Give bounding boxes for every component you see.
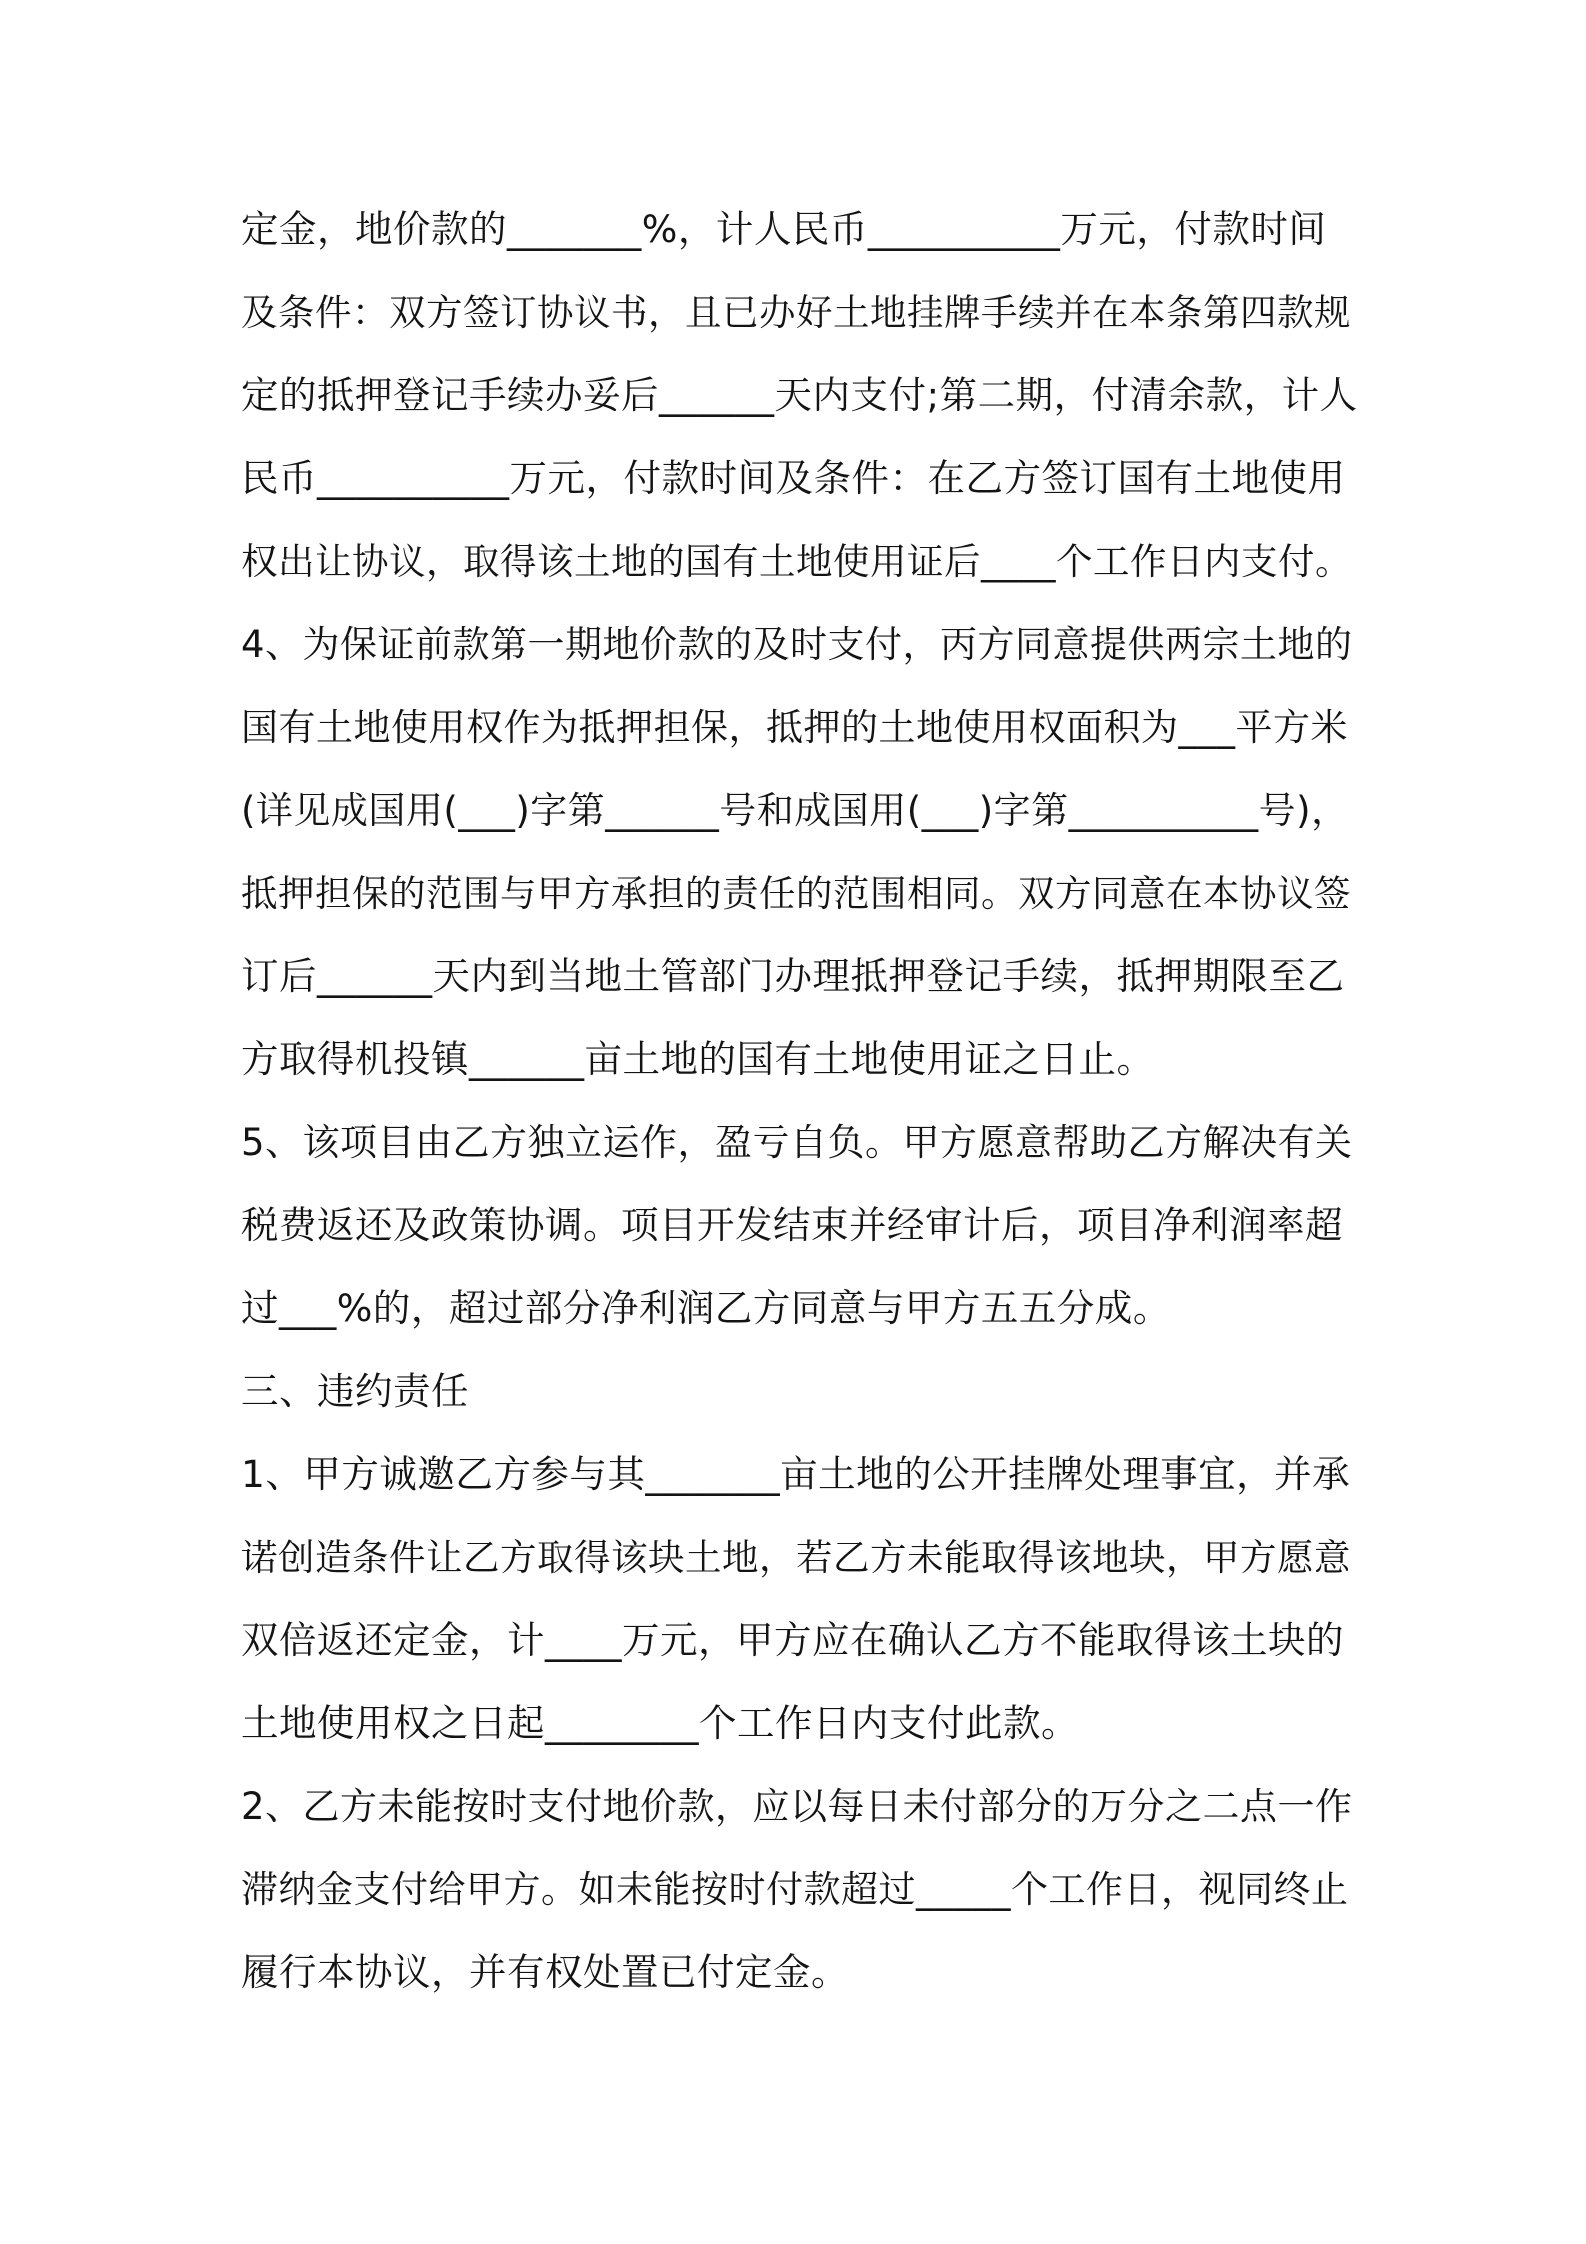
text-line: 履行本协议，并有权处置已付定金。 — [241, 1950, 849, 1994]
clause-2-line: 2、乙方未能按时支付地价款，应以每日未付部分的万分之二点一作 — [241, 1785, 1353, 1828]
text-line: 滞纳金支付给甲方。如未能按时付款超过_____个工作日，视同终止 — [241, 1868, 1349, 1911]
text-line: 诺创造条件让乙方取得该块土地，若乙方未能取得该地块，甲方愿意 — [241, 1536, 1351, 1579]
section-heading: 三、违约责任 — [241, 1369, 469, 1413]
clause-1-line: 1、甲方诚邀乙方参与其_______亩土地的公开挂牌处理事宜，并承 — [241, 1452, 1351, 1496]
document-body — [241, 188, 1361, 2014]
text-line: 方取得机投镇______亩土地的国有土地使用证之日止。 — [241, 1037, 1155, 1081]
clause-4-line: 4、为保证前款第一期地价款的及时支付，丙方同意提供两宗土地的 — [241, 623, 1353, 666]
text-line: 及条件：双方签订协议书，且已办好土地挂牌手续并在本条第四款规 — [241, 291, 1351, 334]
text-line: 过___%的，超过部分净利润乙方同意与甲方五五分成。 — [241, 1286, 1171, 1330]
text-line: 定金，地价款的_______%，计人民币__________万元，付款时间 — [241, 207, 1327, 251]
text-line: 土地使用权之日起________个工作日内支付此款。 — [241, 1701, 1079, 1745]
text-line: 定的抵押登记手续办妥后______天内支付;第二期，付清余款，计人 — [241, 373, 1358, 417]
text-line: 民币__________万元，付款时间及条件：在乙方签订国有土地使用 — [241, 456, 1346, 500]
text-line: 订后______天内到当地土管部门办理抵押登记手续，抵押期限至乙 — [241, 954, 1345, 998]
text-line: 抵押担保的范围与甲方承担的责任的范围相同。双方同意在本协议签 — [241, 872, 1351, 915]
clause-5-line: 5、该项目由乙方独立运作，盈亏自负。甲方愿意帮助乙方解决有关 — [241, 1121, 1353, 1164]
text-line: 税费返还及政策协调。项目开发结束并经审计后，项目净利润率超 — [241, 1203, 1343, 1247]
text-line: 国有土地使用权作为抵押担保，抵押的土地使用权面积为___平方米 — [241, 706, 1348, 749]
text-line: (详见成国用(___)字第______号和成国用(___)字第__________号)， — [241, 789, 1349, 832]
text-line: 权出让协议，取得该土地的国有土地使用证后____个工作日内支付。 — [241, 540, 1352, 583]
text-line: 双倍返还定金，计____万元，甲方应在确认乙方不能取得该土块的 — [241, 1618, 1344, 1662]
